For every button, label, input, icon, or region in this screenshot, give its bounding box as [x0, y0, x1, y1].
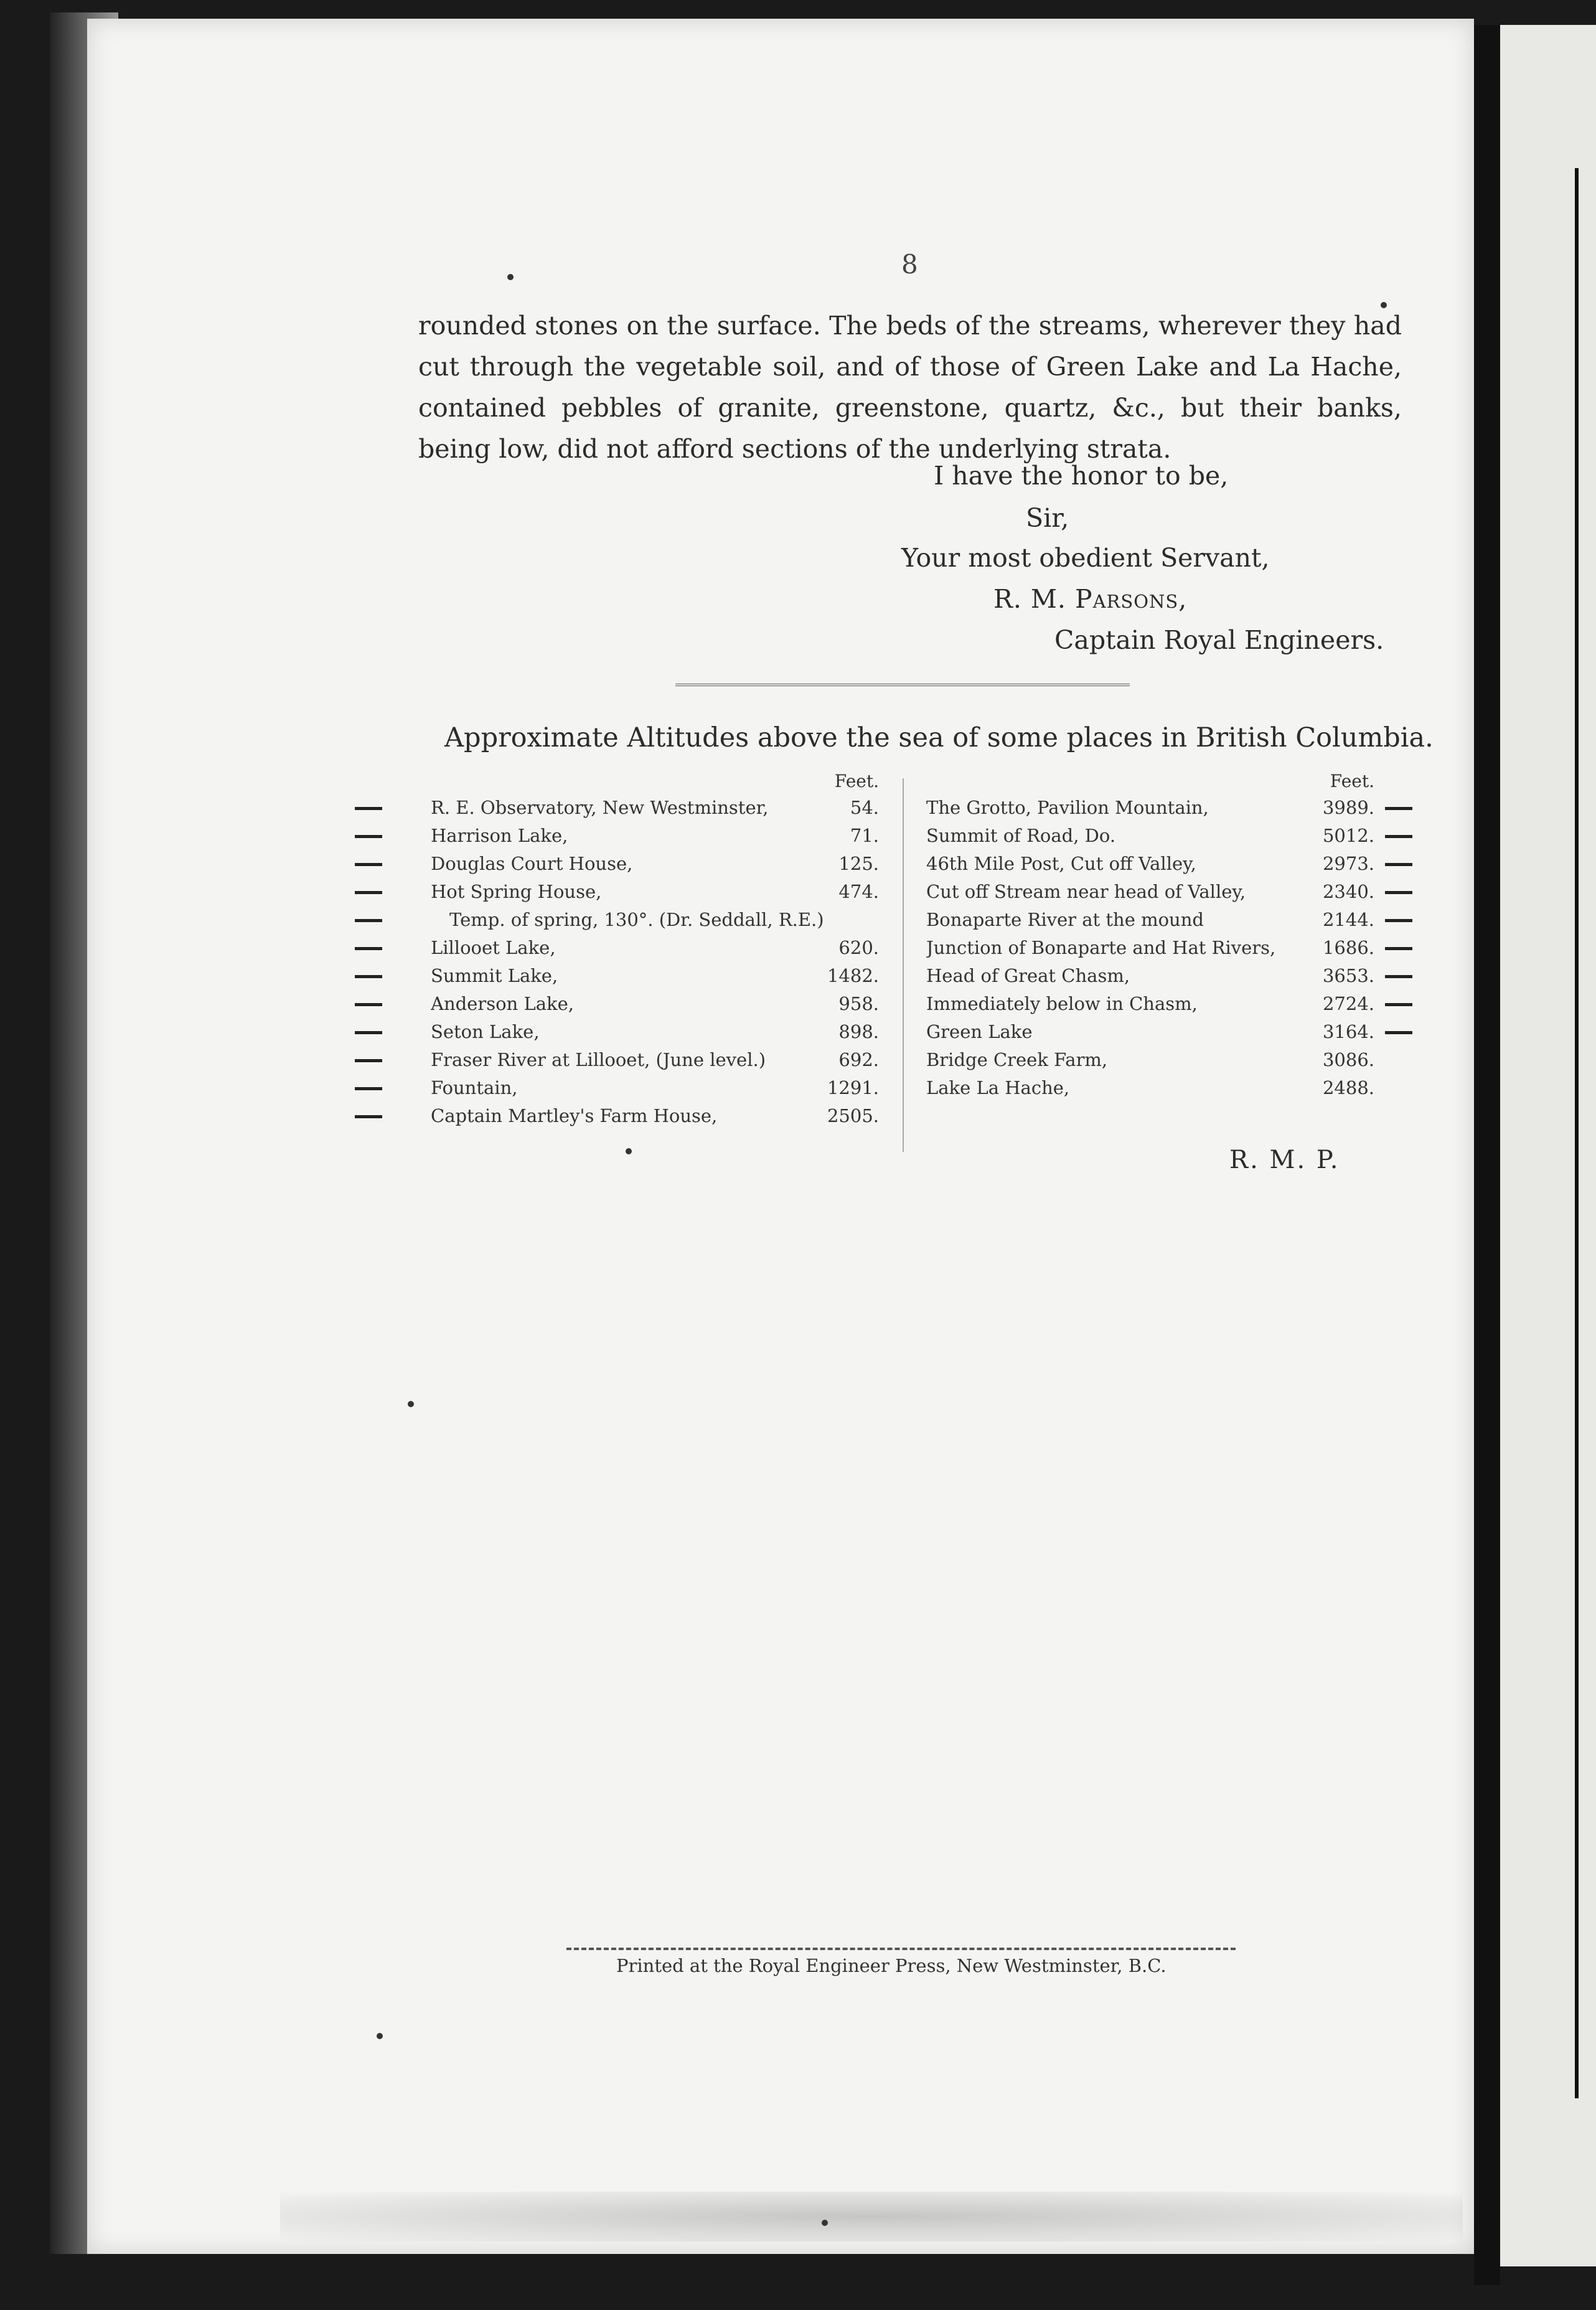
altitude-value: 1686. — [1322, 937, 1374, 958]
feet-header-left: Feet. — [834, 771, 879, 791]
place-name: Bridge Creek Farm, — [926, 1049, 1108, 1070]
table-row — [431, 1018, 885, 1046]
altitude-value — [879, 906, 885, 934]
margin-tick — [355, 992, 392, 1020]
table-row — [431, 822, 885, 850]
margin-tick — [1385, 964, 1422, 992]
place-name: Summit of Road, Do. — [926, 825, 1116, 846]
table-row — [926, 990, 1381, 1018]
place-name: Lake La Hache, — [926, 1077, 1070, 1098]
signature-name: R. M. Parsons, — [993, 584, 1188, 614]
altitude-value: 2724. — [1322, 993, 1374, 1014]
altitudes-left-column — [431, 769, 885, 1130]
place-name: Lillooet Lake, — [431, 937, 556, 958]
place-name: Captain Martley's Farm House, — [431, 1105, 718, 1126]
section-divider — [675, 684, 1130, 686]
place-name: Douglas Court House, — [431, 853, 633, 874]
altitude-value: 692. — [838, 1049, 879, 1070]
altitude-value: 3653. — [1322, 965, 1374, 986]
margin-tick — [355, 852, 392, 880]
closing-line-3: Your most obedient Servant, — [901, 543, 1270, 573]
altitude-value: 2973. — [1322, 853, 1374, 874]
margin-tick — [355, 908, 392, 936]
ink-speck — [377, 2033, 383, 2039]
place-name: Seton Lake, — [431, 1021, 540, 1042]
margin-tick — [1385, 936, 1422, 964]
table-row — [926, 850, 1381, 878]
altitude-value: 1482. — [827, 965, 879, 986]
table-row — [926, 1018, 1381, 1046]
table-row — [926, 878, 1381, 906]
margin-tick — [355, 824, 392, 852]
column-divider — [903, 778, 904, 1152]
margin-tick — [1385, 880, 1422, 908]
table-row — [431, 934, 885, 962]
table-row — [926, 1074, 1381, 1102]
altitude-value: 2488. — [1322, 1077, 1374, 1098]
table-row — [431, 990, 885, 1018]
table-row — [431, 878, 885, 906]
table-row — [431, 1046, 885, 1074]
table-row — [926, 1046, 1381, 1074]
initials-signoff: R. M. P. — [1229, 1146, 1340, 1174]
table-row — [926, 822, 1381, 850]
place-name: Green Lake — [926, 1021, 1033, 1042]
altitude-value: 2144. — [1322, 909, 1374, 930]
place-name: 46th Mile Post, Cut off Valley, — [926, 853, 1196, 874]
place-name: Summit Lake, — [431, 965, 558, 986]
facing-page-frame — [1575, 168, 1591, 2098]
right-margin-tick-marks — [1385, 796, 1422, 1048]
margin-tick — [1385, 908, 1422, 936]
footer-rule — [566, 1948, 1236, 1950]
left-margin-tick-marks — [355, 796, 392, 1132]
altitude-value: 620. — [838, 937, 879, 958]
table-title: Approximate Altitudes above the sea of some places in British Columbia. — [444, 722, 1434, 753]
margin-tick — [1385, 852, 1422, 880]
place-name: Fraser River at Lillooet, (June level.) — [431, 1049, 766, 1070]
place-name: Hot Spring House, — [431, 881, 602, 902]
margin-tick — [355, 1076, 392, 1104]
margin-tick — [355, 1104, 392, 1132]
ink-speck — [507, 274, 514, 280]
altitude-value: 958. — [838, 993, 879, 1014]
altitude-value: 3086. — [1322, 1049, 1374, 1070]
altitude-value: 1291. — [827, 1077, 879, 1098]
margin-tick — [355, 936, 392, 964]
printer-imprint: Printed at the Royal Engineer Press, New Westminster, B.C. — [616, 1955, 1166, 1976]
table-row — [926, 906, 1381, 934]
place-note: Temp. of spring, 130°. (Dr. Seddall, R.E.) — [449, 909, 824, 930]
margin-tick — [355, 796, 392, 824]
place-name: The Grotto, Pavilion Mountain, — [926, 797, 1209, 818]
ink-speck — [626, 1148, 632, 1154]
page-number: 8 — [901, 249, 918, 280]
margin-tick — [1385, 824, 1422, 852]
altitude-value: 71. — [850, 825, 879, 846]
place-name: R. E. Observatory, New Westminster, — [431, 797, 769, 818]
margin-tick — [1385, 1020, 1422, 1048]
closing-line-2: Sir, — [1026, 503, 1069, 533]
closing-line-1: I have the honor to be, — [934, 461, 1229, 491]
margin-tick — [355, 964, 392, 992]
altitude-value: 3164. — [1322, 1021, 1374, 1042]
place-name: Head of Great Chasm, — [926, 965, 1130, 986]
signature-title: Captain Royal Engineers. — [1054, 625, 1384, 655]
table-row — [431, 850, 885, 878]
margin-tick — [355, 1020, 392, 1048]
margin-tick — [1385, 796, 1422, 824]
table-row-note — [431, 906, 885, 934]
altitude-value: 125. — [838, 853, 879, 874]
ink-speck — [822, 2220, 828, 2226]
altitude-value: 5012. — [1322, 825, 1374, 846]
margin-tick — [355, 1048, 392, 1076]
altitude-value: 3989. — [1322, 797, 1374, 818]
page-stain — [280, 2192, 1463, 2242]
place-name: Harrison Lake, — [431, 825, 568, 846]
altitude-value: 474. — [838, 881, 879, 902]
place-name: Cut off Stream near head of Valley, — [926, 881, 1246, 902]
table-row — [926, 962, 1381, 990]
altitude-value: 2505. — [827, 1105, 879, 1126]
book-gutter — [1474, 25, 1500, 2285]
place-name: Bonaparte River at the mound — [926, 909, 1204, 930]
place-name: Junction of Bonaparte and Hat Rivers, — [926, 937, 1276, 958]
margin-tick — [355, 880, 392, 908]
feet-header-right: Feet. — [1330, 771, 1374, 791]
margin-tick — [1385, 992, 1422, 1020]
table-row — [431, 962, 885, 990]
table-row — [431, 794, 885, 822]
place-name: Immediately below in Chasm, — [926, 993, 1198, 1014]
body-paragraph: rounded stones on the surface. The beds of the streams, wherever they had cut through the vegetable soil, and of those of Green Lake and La Hache, contained pebbles of granite, greenstone, quartz, &c., but their banks, being low, did not afford sections of the underlying strata. — [418, 311, 1402, 464]
ink-speck — [1381, 302, 1387, 308]
table-row — [926, 794, 1381, 822]
altitudes-right-column — [926, 769, 1381, 1102]
table-row — [926, 934, 1381, 962]
table-row — [431, 1074, 885, 1102]
table-row — [431, 1102, 885, 1130]
place-name: Fountain, — [431, 1077, 518, 1098]
place-name: Anderson Lake, — [431, 993, 574, 1014]
ink-speck — [408, 1401, 414, 1407]
altitude-value: 2340. — [1322, 881, 1374, 902]
altitude-value: 54. — [850, 797, 879, 818]
altitude-value: 898. — [838, 1021, 879, 1042]
